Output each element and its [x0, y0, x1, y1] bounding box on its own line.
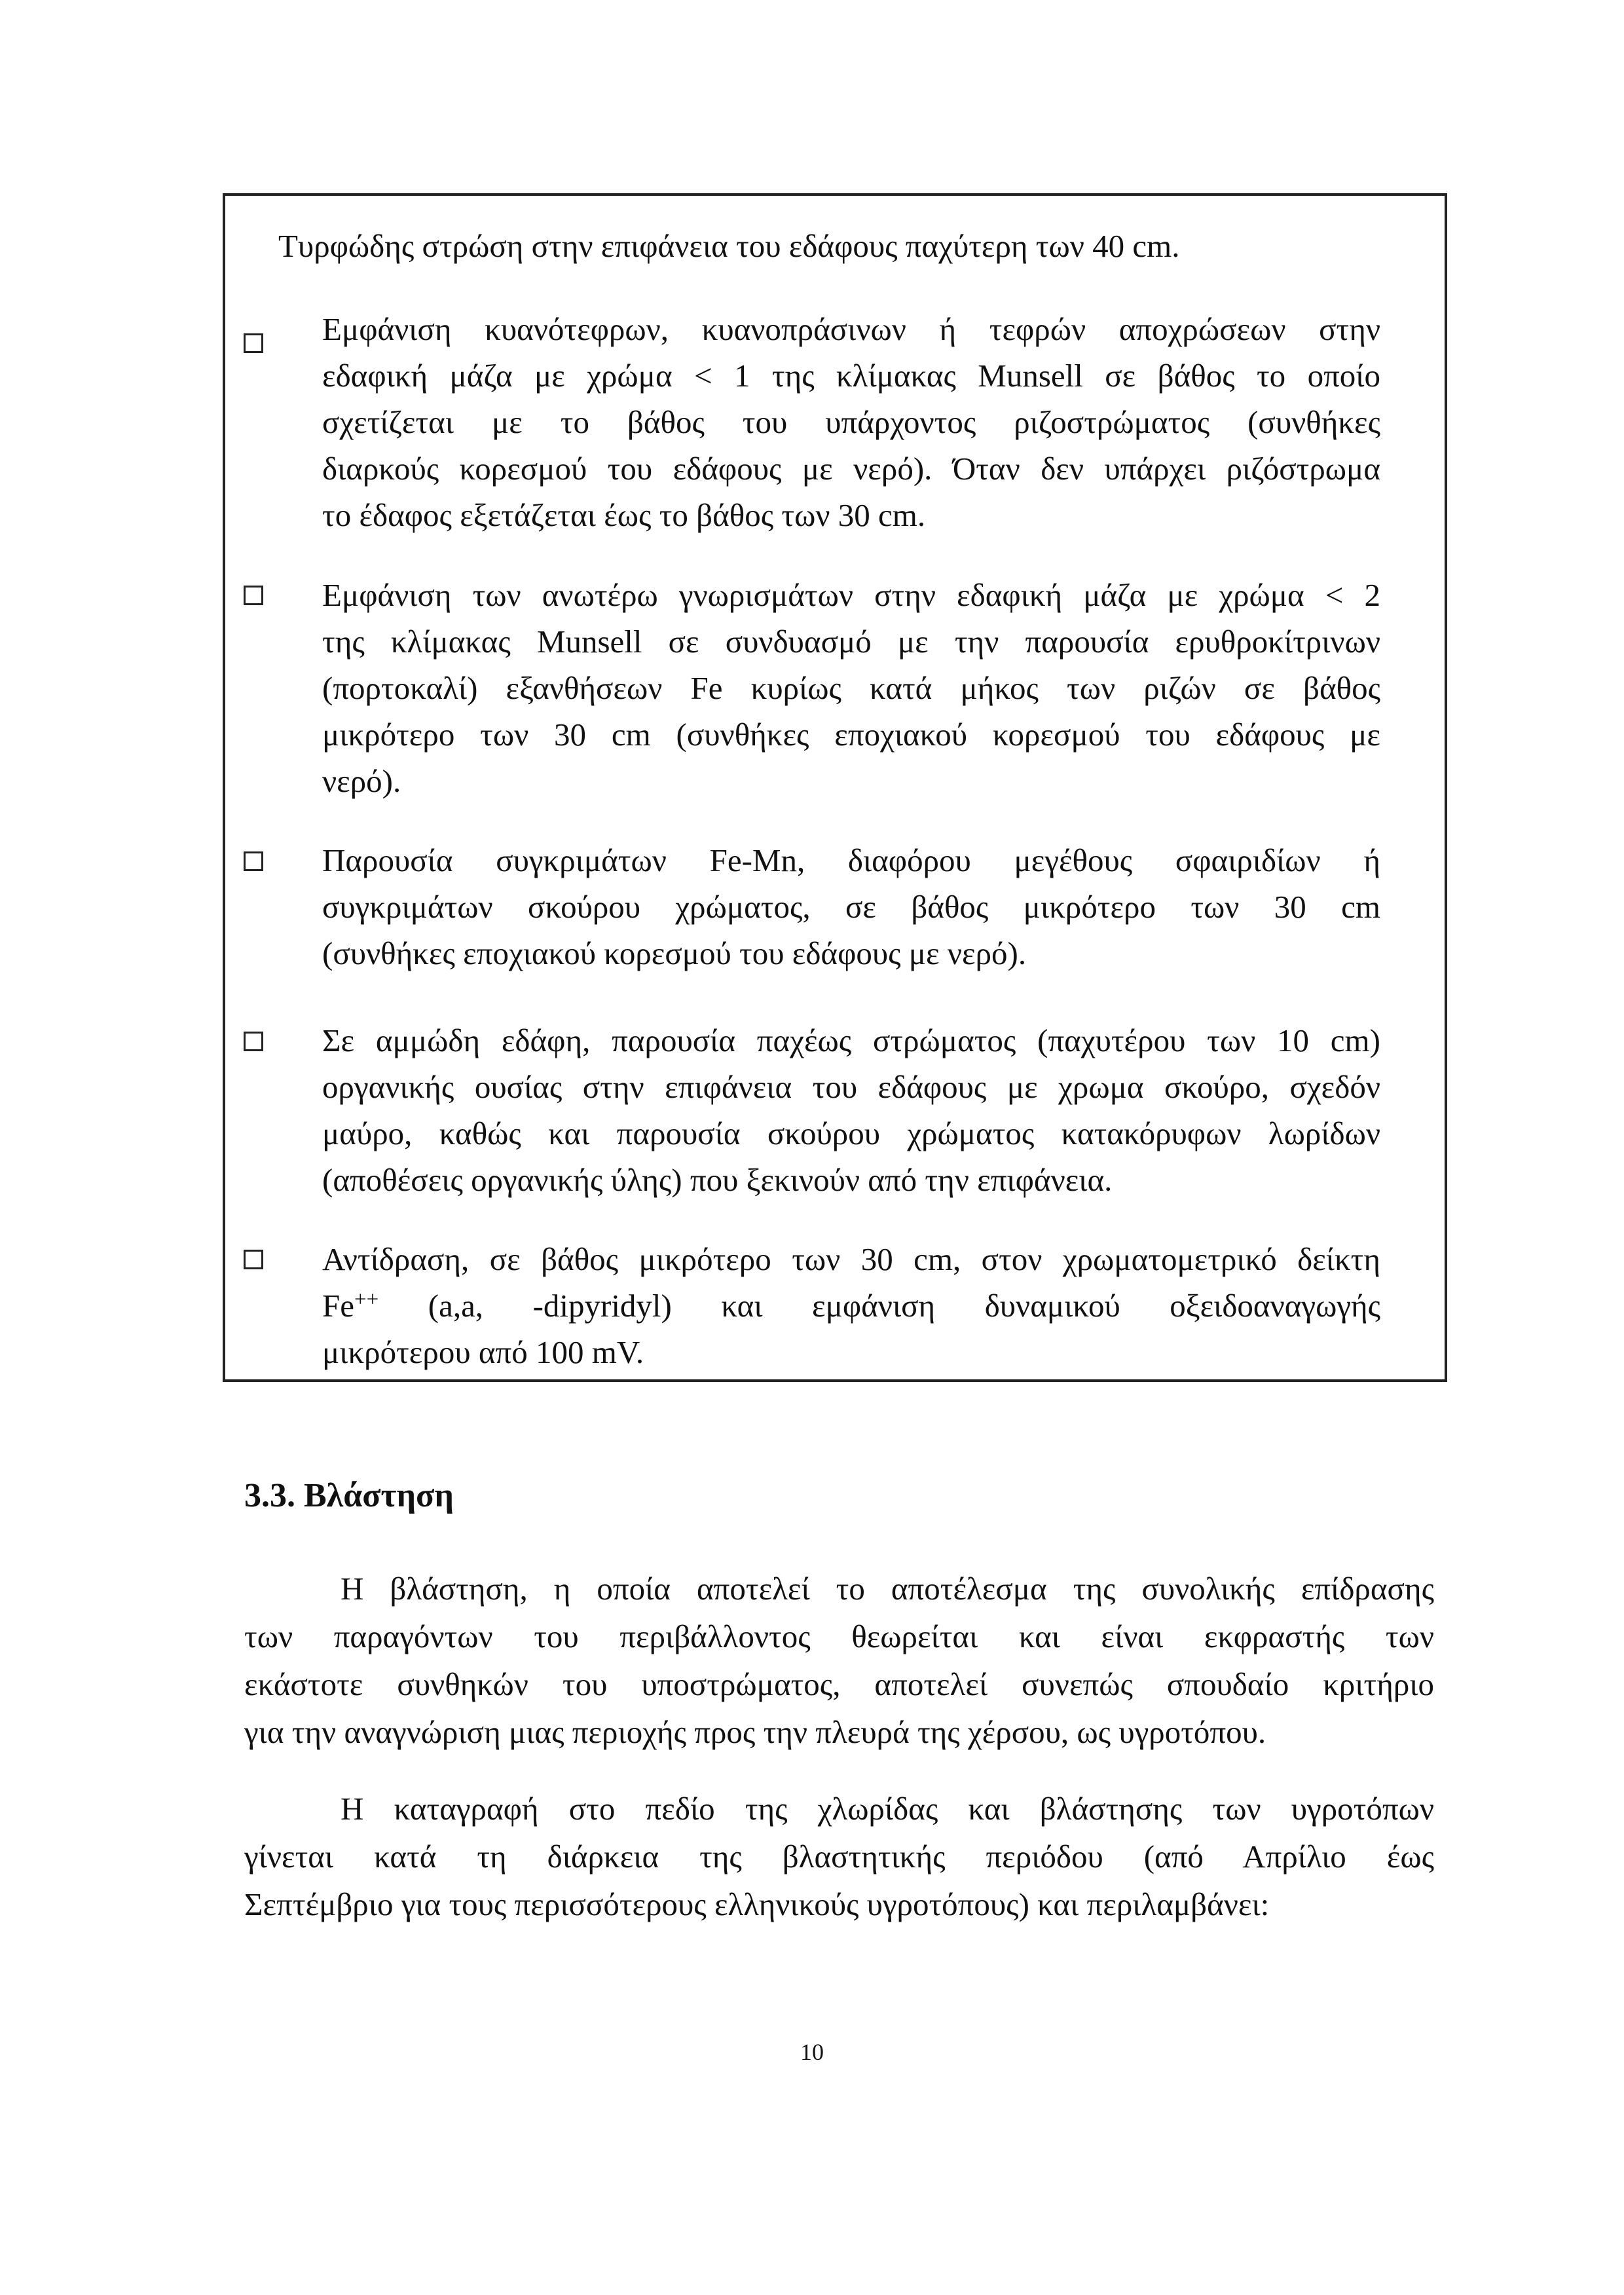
fe-symbol: Fe — [322, 1288, 354, 1324]
item-4-line-3: μαύρο, καθώς και παρουσία σκούρου χρώματος κατακόρυφων λωρίδων — [322, 1115, 1380, 1151]
checkbox-item-2 — [244, 586, 263, 605]
para-1-line-2: των παραγόντων του περιβάλλοντος θεωρείται και είναι εκφραστής των — [244, 1618, 1434, 1654]
checkbox-item-5 — [244, 1250, 263, 1269]
para-1-line-1: Η βλάστηση, η οποία αποτελεί το αποτέλεσμα της συνολικής επίδρασης — [341, 1571, 1434, 1607]
checkbox-item-3 — [244, 851, 263, 871]
item-5-line-3: μικρότερου από 100 mV. — [322, 1334, 644, 1370]
page-number: 10 — [800, 2039, 824, 2065]
item-1-line-4: διαρκούς κορεσμού του εδάφους με νερό). Όταν δεν υπάρχει ριζόστρωμα — [322, 451, 1380, 487]
item-1-line-2: εδαφική μάζα με χρώμα < 1 της κλίμακας Munsell σε βάθος το οποίο — [322, 358, 1380, 394]
item-2-line-2: της κλίμακας Munsell σε συνδυασμό με την παρουσία ερυθροκίτρινων — [322, 624, 1380, 660]
item-2-line-3: (πορτοκαλί) εξανθήσεων Fe κυρίως κατά μήκος των ριζών σε βάθος — [322, 670, 1380, 706]
para-2-line-2: γίνεται κατά τη διάρκεια της βλαστητικής περιόδου (από Απρίλιο έως — [244, 1838, 1434, 1875]
item-3-line-2: συγκριμάτων σκούρου χρώματος, σε βάθος μικρότερο των 30 cm — [322, 889, 1380, 925]
item-4-line-4: (αποθέσεις οργανικής ύλης) που ξεκινούν από την επιφάνεια. — [322, 1162, 1113, 1198]
para-1-line-4: για την αναγνώριση μιας περιοχής προς την πλευρά της χέρσου, ως υγροτόπου. — [244, 1714, 1266, 1750]
item-1-line-5: το έδαφος εξετάζεται έως το βάθος των 30 cm. — [322, 497, 926, 533]
item-1-line-1: Εμφάνιση κυανότεφρων, κυανοπράσινων ή τεφρών αποχρώσεων στην — [322, 311, 1380, 347]
item-5-line-1: Αντίδραση, σε βάθος μικρότερο των 30 cm, στον χρωματομετρικό δείκτη — [322, 1241, 1380, 1277]
item-5-line-2-rest: (a,a, -dipyridyl) και εμφάνιση δυναμικού οξειδοαναγωγής — [378, 1288, 1380, 1324]
fe-charge: ++ — [354, 1288, 379, 1311]
item-5-line-2 — [322, 1282, 1380, 1330]
checkbox-item-4 — [244, 1032, 263, 1051]
section-heading: 3.3. Βλάστηση — [244, 1477, 454, 1514]
item-4-line-1: Σε αμμώδη εδάφη, παρουσία παχέως στρώματος (παχυτέρου των 10 cm) — [322, 1022, 1380, 1058]
para-2-line-1: Η καταγραφή στο πεδίο της χλωρίδας και βλάστησης των υγροτόπων — [341, 1791, 1434, 1827]
box-intro: Τυρφώδης στρώση στην επιφάνεια του εδάφους παχύτερη των 40 cm. — [278, 228, 1180, 264]
item-3-line-1: Παρουσία συγκριμάτων Fe-Mn, διαφόρου μεγέθους σφαιριδίων ή — [322, 842, 1380, 878]
para-1-line-3: εκάστοτε συνθηκών του υποστρώματος, αποτελεί συνεπώς σπουδαίο κριτήριο — [244, 1666, 1434, 1702]
para-2-line-3: Σεπτέμβριο για τους περισσότερους ελληνικούς υγροτόπους) και περιλαμβάνει: — [244, 1886, 1270, 1922]
item-2-line-5: νερό). — [322, 763, 401, 799]
item-3-line-3: (συνθήκες εποχιακού κορεσμού του εδάφους με νερό). — [322, 935, 1027, 971]
item-2-line-4: μικρότερο των 30 cm (συνθήκες εποχιακού κορεσμού του εδάφους με — [322, 717, 1380, 753]
checkbox-item-1 — [244, 333, 263, 353]
item-4-line-2: οργανικής ουσίας στην επιφάνεια του εδάφους με χρωμα σκούρο, σχεδόν — [322, 1069, 1380, 1105]
item-1-line-3: σχετίζεται με το βάθος του υπάρχοντος ριζοστρώματος (συνθήκες — [322, 404, 1380, 440]
item-2-line-1: Εμφάνιση των ανωτέρω γνωρισμάτων στην εδαφική μάζα με χρώμα < 2 — [322, 577, 1380, 613]
